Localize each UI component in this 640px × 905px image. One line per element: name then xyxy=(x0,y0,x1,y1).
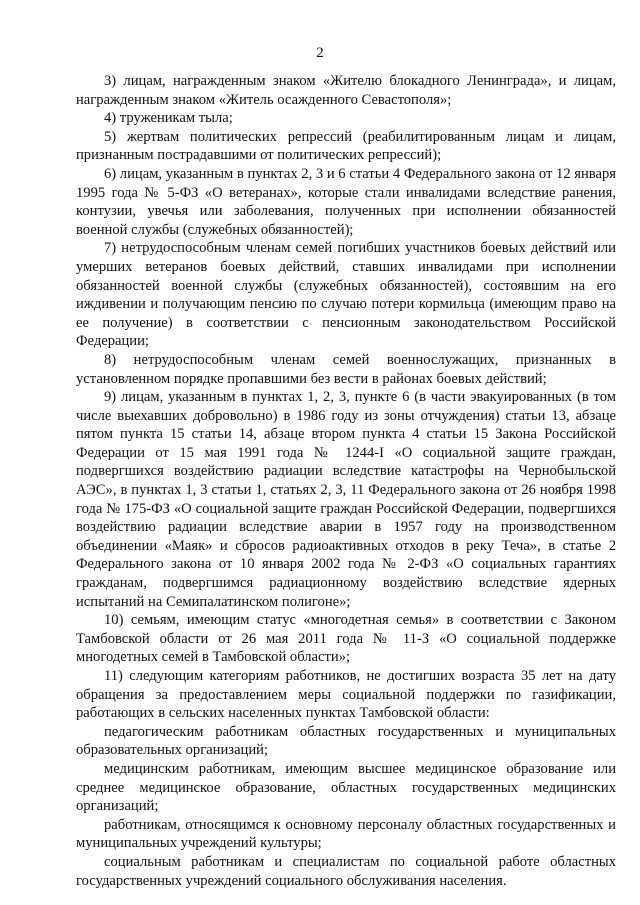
paragraph: работникам, относящимся к основному персоналу областных государственных и муниципальных учреждений культуры; xyxy=(76,816,616,852)
document-body xyxy=(76,72,616,890)
paragraph: социальным работникам и специалистам по социальной работе областных государственных учреждений социального обслуживания населения. xyxy=(76,853,616,889)
paragraph: 4) труженикам тыла; xyxy=(104,110,233,127)
paragraph: 6) лицам, указанным в пунктах 2, 3 и 6 статьи 4 Федерального закона от 12 января 1995 года № 5-ФЗ «О ветеранах», которые стали инвалидами вследствие ранения, контузии, увечья или заболевания, полученных при исполнении обязанностей военной службы (служебных обязанностей); xyxy=(76,165,616,238)
page-number: 2 xyxy=(316,45,324,61)
paragraph: медицинским работникам, имеющим высшее медицинское образование или среднее медицинское образование, областных государственных медицинских организаций; xyxy=(76,760,616,815)
paragraph: 11) следующим категориям работников, не достигших возраста 35 лет на дату обращения за предоставлением меры социальной поддержки по газификации, работающих в сельских населенных пунктах Тамбовской области: xyxy=(76,668,616,722)
paragraph: 8) нетрудоспособным членам семей военнослужащих, признанных в установленном порядке пропавшими без вести в районах боевых действий; xyxy=(76,351,616,387)
paragraph: 7) нетрудоспособным членам семей погибших участников боевых действий или умерших ветеранов боевых действий, ставших инвалидами при исполнении обязанностей военной службы (служебных обязанностей), состоявшим на его иждивении и получающим пенсию по случаю потери кормильца (имеющим право на ее получение) в соответствии с пенсионным законодательством Российской Федерации; xyxy=(76,240,616,350)
paragraph: педагогическим работникам областных государственных и муниципальных образовательных организаций; xyxy=(76,723,616,759)
paragraph: 3) лицам, награжденным знаком «Жителю блокадного Ленинграда», и лицам, награжденным знаком «Житель осажденного Севастополя»; xyxy=(76,73,616,108)
paragraph: 10) семьям, имеющим статус «многодетная семья» в соответствии с Законом Тамбовской области от 26 мая 2011 года № 11-З «О социальной поддержке многодетных семей в Тамбовской области»; xyxy=(76,612,616,666)
paragraph: 9) лицам, указанным в пунктах 1, 2, 3, пункте 6 (в части эвакуированных (в том числе выехавших добровольно) в 1986 году из зоны отчуждения) статьи 13, абзаце пятом пункта 15 статьи 14, абзаце втором пункта 4 статьи 15 Закона Российской Федерации от 15 мая 1991 года № 1244-I «О социальной защите граждан, подвергшихся воздействию радиации вследствие катастрофы на Чернобыльской АЭС», в пунктах 1, 3 статьи 1, статьях 2, 3, 11 Федерального закона от 26 ноября 1998 года № 175-ФЗ «О социальной защите граждан Российской Федерации, подвергшихся воздействию радиации вследствие аварии в 1957 году на производственном объединении «Маяк» и сбросов радиоактивных отходов в реку Теча», в статье 2 Федерального закона от 10 января 2002 года № 2-ФЗ «О социальных гарантиях гражданам, подвергшимся радиационному воздействию вследствие ядерных испытаний на Семипалатинском полигоне»; xyxy=(76,389,616,610)
paragraph: 5) жертвам политических репрессий (реабилитированным лицам и лицам, признанным пострадавшими от политических репрессий); xyxy=(76,128,616,164)
